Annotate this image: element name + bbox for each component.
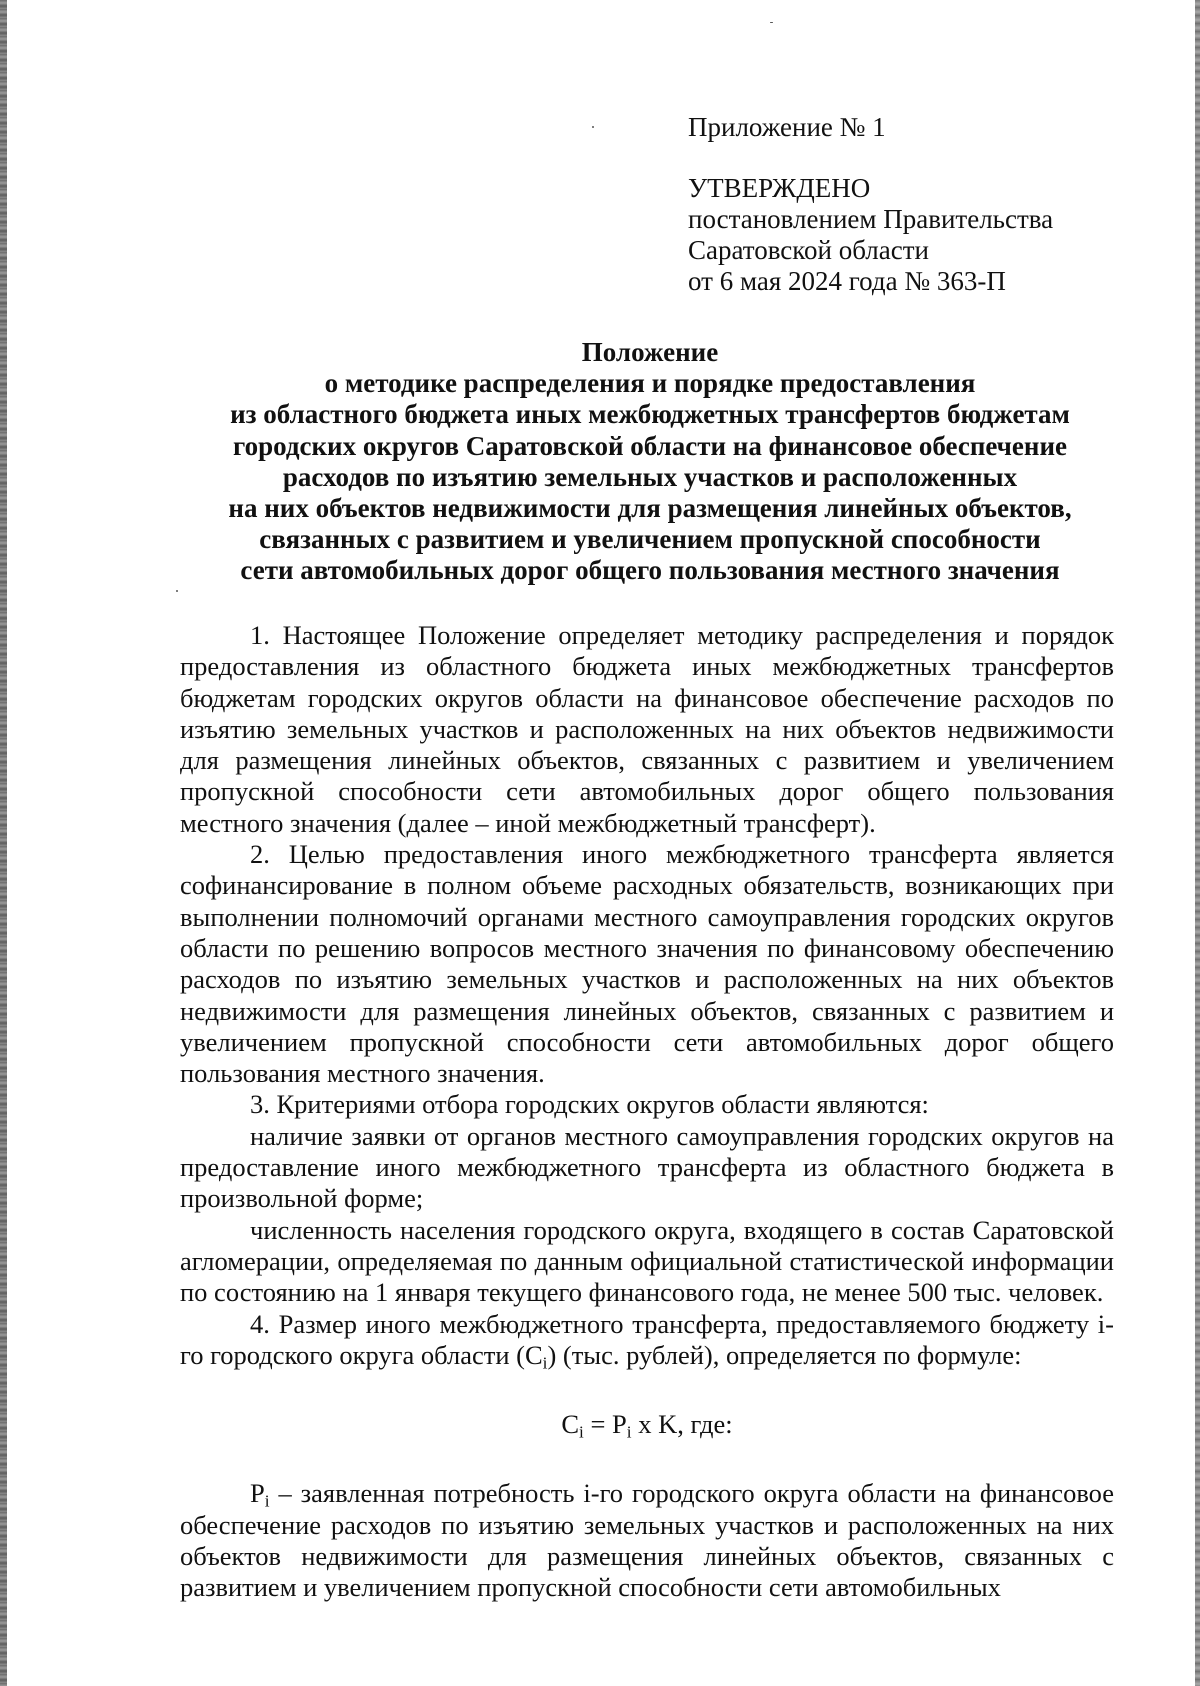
approved-by-line: постановлением Правительства bbox=[688, 204, 1054, 234]
title-line: городских округов Саратовской области на финансовое обеспечение bbox=[233, 430, 1067, 461]
title-line: из областного бюджета иных межбюджетных трансфертов бюджетам bbox=[230, 399, 1070, 430]
title-line: о методике распределения и порядке предоставления bbox=[324, 368, 976, 399]
paragraph-3: 3. Критериями отбора городских округов области являются: bbox=[250, 1089, 929, 1120]
formula-equals-p: = P bbox=[583, 1409, 627, 1440]
document-body bbox=[180, 620, 1114, 1604]
paragraph-3-criterion-b: численность населения городского округа, входящего в состав Саратовской агломерации, определяемая по данным официальной статистической информации по состоянию на 1 января текущего финансового года, не менее 500 тыс. человек. bbox=[180, 1214, 1114, 1308]
formula-end: x K, где: bbox=[631, 1409, 733, 1440]
title-line: расходов по изъятию земельных участков и расположенных bbox=[282, 461, 1018, 492]
title-line: на них объектов недвижимости для размещения линейных объектов, bbox=[228, 493, 1072, 524]
approval-date: от 6 мая 2024 года № 363-П bbox=[688, 266, 1006, 296]
title-line: Положение bbox=[581, 337, 719, 367]
paragraph-4-text-end: ) (тыс. рублей), определяется по формуле: bbox=[547, 1339, 1022, 1370]
formula-c-subscript: i bbox=[579, 1422, 584, 1442]
paragraph-4-text: 4. Размер иного межбюджетного трансферта, предоставляемого бюджету i-го городского округа области (C bbox=[180, 1308, 1114, 1370]
approval-block bbox=[688, 112, 1168, 297]
document-title bbox=[185, 337, 1115, 587]
variable-p-subscript: i bbox=[264, 1491, 270, 1511]
formula bbox=[180, 1409, 1114, 1440]
subscript-i: i bbox=[542, 1353, 548, 1373]
paragraph-3-criterion-a: наличие заявки от органов местного самоуправления городских округов на предоставление иного межбюджетного трансферта из областного бюджета в произвольной форме; bbox=[180, 1120, 1114, 1214]
paragraph-1: 1. Настоящее Положение определяет методику распределения и порядок предоставления из областного бюджета иных межбюджетных трансфертов бюджетам городских округов области на финансовое обеспечение расходов по изъятию земельных участков и расположенных на них объектов недвижимости для размещения линейных объектов, связанных с развитием и увеличением пропускной способности сети автомобильных дорог общего пользования местного значения (далее – иной межбюджетный трансферт). bbox=[180, 620, 1114, 838]
scan-edge-right bbox=[1195, 0, 1200, 1686]
formula-p-subscript: i bbox=[626, 1422, 632, 1442]
annex-number: Приложение № 1 bbox=[688, 112, 886, 142]
formula-c: C bbox=[561, 1409, 580, 1440]
scan-speck bbox=[176, 590, 178, 592]
title-line: сети автомобильных дорог общего пользования местного значения bbox=[240, 555, 1060, 586]
paragraph-2: 2. Целью предоставления иного межбюджетного трансферта является софинансирование в полном объеме расходных обязательств, возникающих при выполнении полномочий органами местного самоуправления городских округов области по решению вопросов местного значения по финансовому обеспечению расходов по изъятию земельных участков и расположенных на них объектов недвижимости для размещения линейных объектов, связанных с развитием и увеличением пропускной способности сети автомобильных дорог общего пользования местного значения. bbox=[180, 839, 1114, 1089]
scan-speck bbox=[592, 126, 594, 128]
approved-stamp-text: УТВЕРЖДЕНО bbox=[688, 173, 871, 203]
scan-edge-left bbox=[0, 0, 7, 1686]
paragraph-5 bbox=[180, 1478, 1114, 1603]
paragraph-4 bbox=[180, 1309, 1114, 1372]
variable-p: P bbox=[250, 1478, 265, 1509]
paragraph-5-text: – заявленная потребность i-го городского округа области на финансовое обеспечение расходов по изъятию земельных участков и расположенных на них объектов недвижимости для размещения линейных объектов, связанных с развитием и увеличением пропускной способности сети автомобильных bbox=[180, 1478, 1114, 1603]
title-line: связанных с развитием и увеличением пропускной способности bbox=[259, 524, 1041, 555]
approved-by-region: Саратовской области bbox=[688, 235, 929, 265]
scan-speck bbox=[770, 22, 773, 23]
